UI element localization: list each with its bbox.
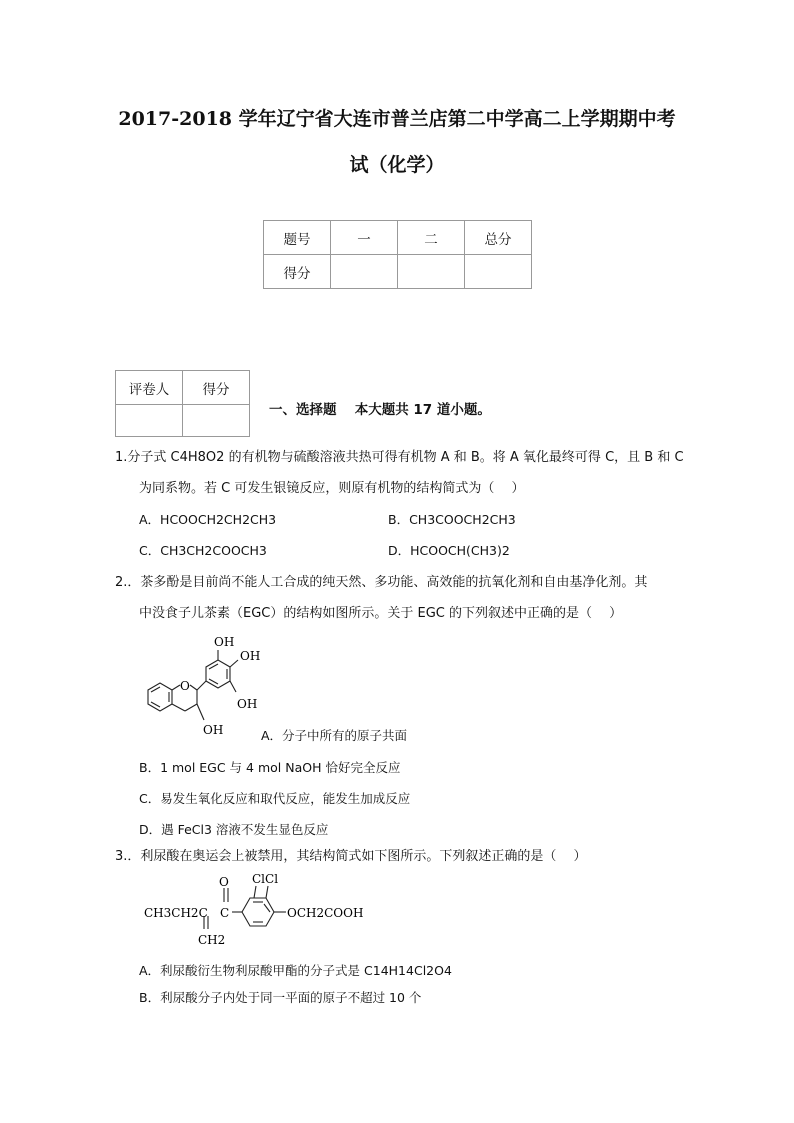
document-title-line2: 试（化学） [349,154,445,176]
q2-option-a: A．分子中所有的原子共面 [261,728,408,743]
egc-label-oh-top: OH [214,635,235,649]
q2-option-b: B．1 mol EGC 与 4 mol NaOH 恰好完全反应 [139,760,401,775]
document-title-line1: 2017-2018 学年辽宁省大连市普兰店第二中学高二上学期期中考 [118,108,676,130]
q1-option-a: A．HCOOCH2CH2CH3 [139,512,277,527]
egc-label-oh-middle: OH [240,649,261,663]
score-header-number: 题号 [264,221,331,255]
egc-label-ring-oxygen: O [180,679,190,693]
grader-cell[interactable] [116,405,183,437]
ethacrynic-label-ch2: CH2 [198,933,226,947]
q2-option-d: D．遇 FeCl3 溶液不发生显色反应 [139,822,329,837]
grader-header: 评卷人 [116,371,183,405]
egc-label-oh-bottom: OH [237,697,258,711]
q3-option-b: B．利尿酸分子内处于同一平面的原子不超过 10 个 [139,990,422,1005]
ethacrynic-acid-structure-diagram [140,866,390,951]
q3-option-a: A．利尿酸衍生物利尿酸甲酯的分子式是 C14H14Cl2O4 [139,963,452,978]
q2-line2: 中没食子儿茶素（EGC）的结构如图所示。关于 EGC 的下列叙述中正确的是（ ） [139,606,623,621]
ethacrynic-label-carbonyl-carbon: C [220,906,230,920]
score-header-total: 总分 [465,221,532,255]
q2-option-c: C．易发生氧化反应和取代反应，能发生加成反应 [139,791,411,806]
grader-table [115,370,250,437]
score-header-two: 二 [398,221,465,255]
ethacrynic-label-oxygen: O [219,875,229,889]
score-table [263,220,532,289]
ethacrynic-label-right-chain: OCH2COOH [287,906,364,920]
q1-line1: 1.分子式 C4H8O2 的有机物与硫酸溶液共热可得有机物 A 和 B。将 A 氧化最终可得 C，且 B 和 C [115,450,684,465]
q2-line1: 2.．茶多酚是目前尚不能人工合成的纯天然、多功能、高效能的抗氧化剂和自由基净化剂。其 [115,575,648,590]
q1-option-b: B．CH3COOCH2CH3 [388,512,516,527]
q3-line1: 3.．利尿酸在奥运会上被禁用，其结构简式如下图所示。下列叙述正确的是（ ） [115,849,587,864]
grader-score-header: 得分 [183,371,250,405]
score-row-label: 得分 [264,255,331,289]
q1-line2: 为同系物。若 C 可发生银镜反应，则原有机物的结构简式为（ ） [139,481,525,496]
q1-option-c: C．CH3CH2COOCH3 [139,543,267,558]
egc-label-oh-ring: OH [203,723,224,737]
ethacrynic-label-clcl: ClCl [252,872,279,886]
score-cell-two[interactable] [398,255,465,289]
score-header-one: 一 [331,221,398,255]
egc-structure-diagram [140,630,265,745]
ethacrynic-label-left-chain: CH3CH2C [144,906,208,920]
grader-score-cell[interactable] [183,405,250,437]
score-cell-one[interactable] [331,255,398,289]
section-heading: 一、选择题 本大题共 17 道小题。 [269,402,491,418]
score-cell-total[interactable] [465,255,532,289]
q1-option-d: D．HCOOCH(CH3)2 [388,543,510,558]
